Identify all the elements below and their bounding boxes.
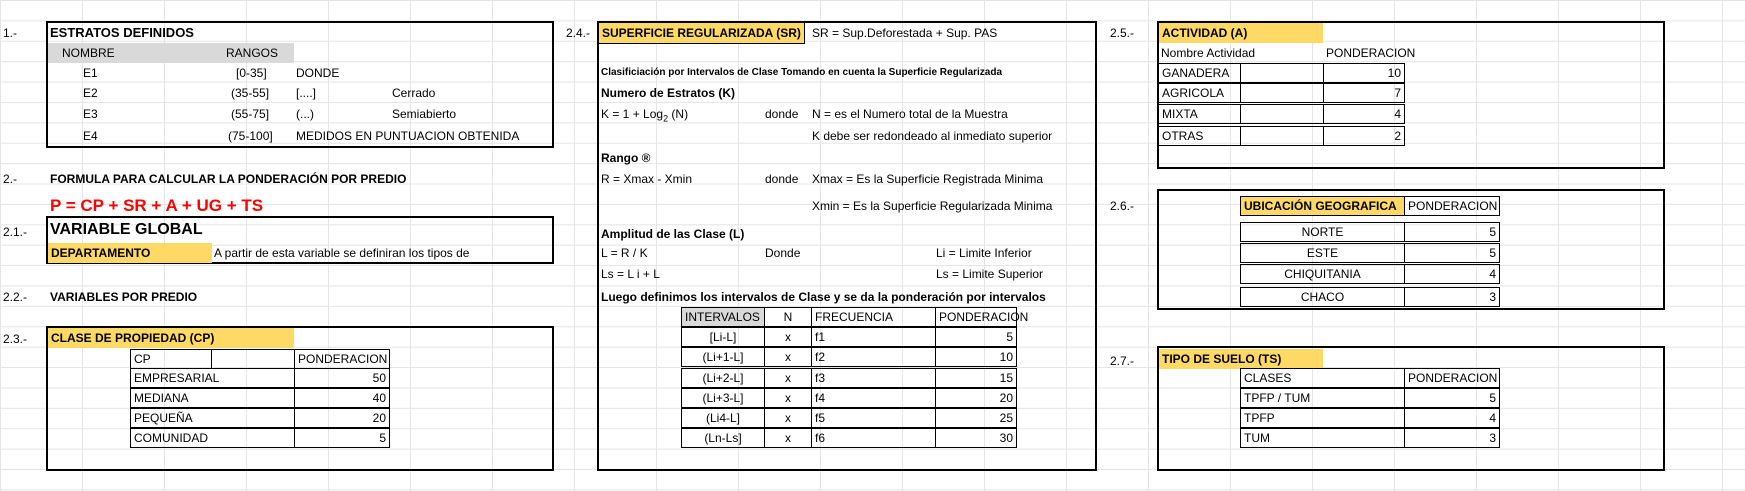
departamento-label: DEPARTAMENTO xyxy=(48,243,212,263)
s24-donde: donde xyxy=(765,172,799,186)
pond-cell: 25 xyxy=(935,408,1017,428)
s1-row-range: (55-75] xyxy=(231,107,270,121)
s23-row-value: 5 xyxy=(294,428,390,448)
s2-number: 2.- xyxy=(3,172,18,186)
s23-row-value: 20 xyxy=(294,408,390,428)
sr-formula: SR = Sup.Deforestada + Sup. PAS xyxy=(812,26,998,40)
s25-col-pond: PONDERACION xyxy=(1326,46,1416,60)
interval-cell: (Li+1-L] xyxy=(681,347,765,367)
s27-col-pond: PONDERACION xyxy=(1404,368,1500,388)
s1-row-range: [0-35] xyxy=(236,66,267,80)
n-cell: x xyxy=(764,368,812,388)
n-definition: N = es el Numero total de la Muestra xyxy=(812,107,1008,121)
activity-name: GANADERA xyxy=(1158,63,1241,83)
activity-name: AGRICOLA xyxy=(1158,83,1241,103)
s23-row-name: MEDIANA xyxy=(130,388,295,408)
s21-title: VARIABLE GLOBAL xyxy=(50,221,203,238)
s25-number: 2.5.- xyxy=(1110,26,1135,40)
s1-title: ESTRATOS DEFINIDOS xyxy=(50,25,194,40)
n-cell: x xyxy=(764,428,812,448)
activity-value: 10 xyxy=(1323,63,1405,83)
activity-value: 4 xyxy=(1323,104,1405,124)
s23-col-blank xyxy=(211,349,295,369)
activity-value: 7 xyxy=(1323,83,1405,103)
soil-name: TPFP xyxy=(1240,408,1405,428)
s1-row-extra: Cerrado xyxy=(392,86,436,100)
activity-blank xyxy=(1240,126,1324,146)
li-definition: Li = Limite Inferior xyxy=(936,246,1032,260)
s27-col-clases: CLASES xyxy=(1240,368,1405,388)
region-name: ESTE xyxy=(1240,243,1405,263)
n-cell: x xyxy=(764,408,812,428)
s1-row-range: (75-100] xyxy=(228,129,273,143)
s1-col-nombre: NOMBRE xyxy=(62,46,115,60)
s21-text: A partir de esta variable se definiran los tipos de xyxy=(214,246,470,260)
s27-number: 2.7.- xyxy=(1110,354,1135,368)
s1-row-name: E3 xyxy=(83,107,98,121)
interval-cell: (Li+2-L] xyxy=(681,368,765,388)
interval-cell: (Ln-Ls] xyxy=(681,428,765,448)
pond-cell: 15 xyxy=(935,368,1017,388)
n-cell: x xyxy=(764,347,812,367)
col-frecuencia: FRECUENCIA xyxy=(811,307,936,327)
col-n: N xyxy=(764,307,812,327)
s23-row-value: 50 xyxy=(294,368,390,388)
col-ponderacion: PONDERACION xyxy=(935,307,1017,327)
s24-rango: Rango ® xyxy=(601,151,651,165)
n-cell: x xyxy=(764,388,812,408)
s1-row-name: E4 xyxy=(83,129,98,143)
s23-row-name: PEQUEÑA xyxy=(130,408,295,428)
soil-name: TUM xyxy=(1240,428,1405,448)
s1-row-name: E1 xyxy=(83,66,98,80)
s21-number: 2.1.- xyxy=(3,225,28,239)
soil-value: 4 xyxy=(1404,408,1500,428)
ls-formula: Ls = L i + L xyxy=(601,267,660,281)
s24-title: SUPERFICIE REGULARIZADA (SR) xyxy=(599,23,805,44)
col-intervalos: INTERVALOS xyxy=(681,307,765,327)
s1-row-extra: Semiabierto xyxy=(392,107,457,121)
s1-row-range: (35-55] xyxy=(231,86,270,100)
pond-cell: 30 xyxy=(935,428,1017,448)
interval-cell: (Li4-L] xyxy=(681,408,765,428)
s23-row-value: 40 xyxy=(294,388,390,408)
s24-donde: Donde xyxy=(765,246,801,260)
region-name: NORTE xyxy=(1240,222,1405,242)
s25-title: ACTIVIDAD (A) xyxy=(1159,23,1323,43)
soil-name: TPFP / TUM xyxy=(1240,388,1405,408)
s24-amplitud: Amplitud de las Clase (L) xyxy=(601,227,745,241)
xmin-definition: Xmin = Es la Superficie Regularizada Minima xyxy=(812,199,1053,213)
ponderacion-formula: P = CP + SR + A + UG + TS xyxy=(50,196,264,215)
s1-row-name: E2 xyxy=(83,86,98,100)
region-name: CHIQUITANIA xyxy=(1240,264,1405,284)
s23-number: 2.3.- xyxy=(3,332,28,346)
s24-num-estratos: Numero de Estratos (K) xyxy=(601,86,736,100)
n-cell: x xyxy=(764,327,812,347)
interval-cell: [Li-L] xyxy=(681,327,765,347)
freq-cell: f2 xyxy=(811,347,936,367)
interval-cell: (Li+3-L] xyxy=(681,388,765,408)
freq-cell: f1 xyxy=(811,327,936,347)
s23-row-name: COMUNIDAD xyxy=(130,428,295,448)
activity-name: OTRAS xyxy=(1158,126,1241,146)
s22-title: VARIABLES POR PREDIO xyxy=(50,290,198,304)
soil-value: 3 xyxy=(1404,428,1500,448)
s23-title: CLASE DE PROPIEDAD (CP) xyxy=(48,328,294,348)
pond-cell: 5 xyxy=(935,327,1017,347)
activity-name: MIXTA xyxy=(1158,104,1241,124)
s26-number: 2.6.- xyxy=(1110,199,1135,213)
s24-clasif: Clasificiación por Intervalos de Clase Tomando en cuenta la Superficie Regularizada xyxy=(601,67,1003,78)
freq-cell: f3 xyxy=(811,368,936,388)
k-formula: K = 1 + Log$_2$ (N) xyxy=(601,107,689,124)
s23-col-cp: CP xyxy=(130,349,212,369)
k-definition: K debe ser redondeado al inmediato superior xyxy=(812,129,1053,143)
region-value: 3 xyxy=(1404,287,1500,307)
freq-cell: f4 xyxy=(811,388,936,408)
s24-number: 2.4.- xyxy=(566,26,591,40)
activity-blank xyxy=(1240,104,1324,124)
s27-title: TIPO DE SUELO (TS) xyxy=(1159,349,1323,369)
freq-cell: f6 xyxy=(811,428,936,448)
activity-value: 2 xyxy=(1323,126,1405,146)
soil-value: 5 xyxy=(1404,388,1500,408)
s1-col-rangos: RANGOS xyxy=(226,46,279,60)
s22-number: 2.2.- xyxy=(3,290,28,304)
s23-col-pond: PONDERACION xyxy=(294,349,390,369)
s2-title: FORMULA PARA CALCULAR LA PONDERACIÓN POR PREDIO xyxy=(50,172,407,186)
activity-blank xyxy=(1240,63,1324,83)
pond-cell: 10 xyxy=(935,347,1017,367)
xmax-definition: Xmax = Es la Superficie Registrada Minima xyxy=(812,172,1044,186)
s25-col-name: Nombre Actividad xyxy=(1161,46,1256,60)
s1-row-note: DONDE xyxy=(296,66,340,80)
region-value: 4 xyxy=(1404,264,1500,284)
r-formula: R = Xmax - Xmin xyxy=(601,172,693,186)
s24-luego: Luego definimos los intervalos de Clase y se da la ponderación por intervalos xyxy=(601,290,1046,304)
s24-donde: donde xyxy=(765,107,799,121)
s1-row-note: MEDIDOS EN PUNTUACION OBTENIDA xyxy=(296,129,520,143)
s1-number: 1.- xyxy=(3,26,18,40)
freq-cell: f5 xyxy=(811,408,936,428)
region-value: 5 xyxy=(1404,243,1500,263)
region-value: 5 xyxy=(1404,222,1500,242)
ls-definition: Ls = Limite Superior xyxy=(936,267,1044,281)
s26-col-pond: PONDERACION xyxy=(1404,196,1500,216)
pond-cell: 20 xyxy=(935,388,1017,408)
s23-row-name: EMPRESARIAL xyxy=(130,368,295,388)
region-name: CHACO xyxy=(1240,287,1405,307)
activity-blank xyxy=(1240,83,1324,103)
l-formula: L = R / K xyxy=(601,246,648,260)
s26-title: UBICACIÓN GEOGRAFICA xyxy=(1240,196,1405,216)
s1-row-note: (...) xyxy=(296,107,314,121)
s1-row-note: [....] xyxy=(296,86,317,100)
